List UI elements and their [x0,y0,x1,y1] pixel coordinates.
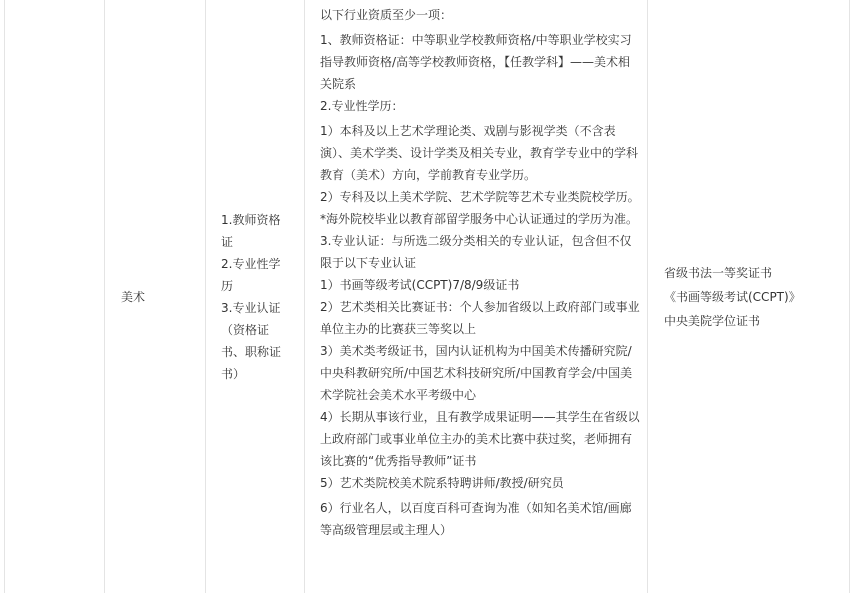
requirement-detail-cell [305,0,647,593]
detail-line: 2.专业性学历： [320,99,404,113]
certificate-examples-cell [648,0,850,593]
detail-line: 6）行业名人，以百度百科可查询为准（如知名美术馆/画廊等高级管理层或主理人） [320,501,632,537]
qualification-types [206,209,287,385]
detail-line: 4）长期从事该行业，且有教学成果证明——其学生在省级以上政府部门或事业单位主办的美术比赛中获过奖，老师拥有该比赛的“优秀指导教师”证书 [320,410,640,468]
detail-line: 1）本科及以上艺术学理论类、戏剧与影视学类（不含表演）、美术学类、设计学类及相关专业，教育学专业中的学科教育（美术）方向，学前教育专业学历。 [320,124,639,182]
detail-line: 以下行业资质至少一项： [320,8,453,22]
certificate-examples [648,261,801,333]
qualification-types-cell [206,0,304,593]
qualification-type-item: 3.专业认证（资格证书、职称证书） [221,300,282,381]
detail-line: 1、教师资格证：中等职业学校教师资格/中等职业学校实习指导教师资格/高等学校教师资格，【任教学科】——美术相关院系 [320,33,632,91]
certificate-item: 中央美院学位证书 [664,313,761,328]
certificate-item: 省级书法一等奖证书 [664,265,773,280]
detail-line: 3）美术类考级证书，国内认证机构为中国美术传播研究院/中央科教研究所/中国艺术科技研究所/中国教育学会/中国美术学院社会美术水平考级中心 [320,344,633,402]
subject-label: 美术 [121,290,146,304]
detail-line: 2）艺术类相关比赛证书：个人参加省级以上政府部门或事业单位主办的比赛获三等奖以上 [320,300,640,336]
detail-line: 2）专科及以上美术学院、艺术学院等艺术专业类院校学历。 [320,190,640,204]
detail-line: 1）书画等级考试(CCPT)7/8/9级证书 [320,278,520,292]
certificate-item: 《书画等级考试(CCPT)》 [664,289,801,304]
detail-line: 5）艺术类院校美术院系特聘讲师/教授/研究员 [320,476,564,490]
column-divider [4,0,5,593]
qualification-type-item: 1.教师资格证 [221,212,281,249]
detail-line: *海外院校毕业以教育部留学服务中心认证通过的学历为准。 [320,212,639,226]
subject-cell [105,0,205,593]
qualification-type-item: 2.专业性学历 [221,256,281,293]
detail-line: 3.专业认证：与所选二级分类相关的专业认证，包含但不仅限于以下专业认证 [320,234,632,270]
requirement-detail [320,4,640,541]
